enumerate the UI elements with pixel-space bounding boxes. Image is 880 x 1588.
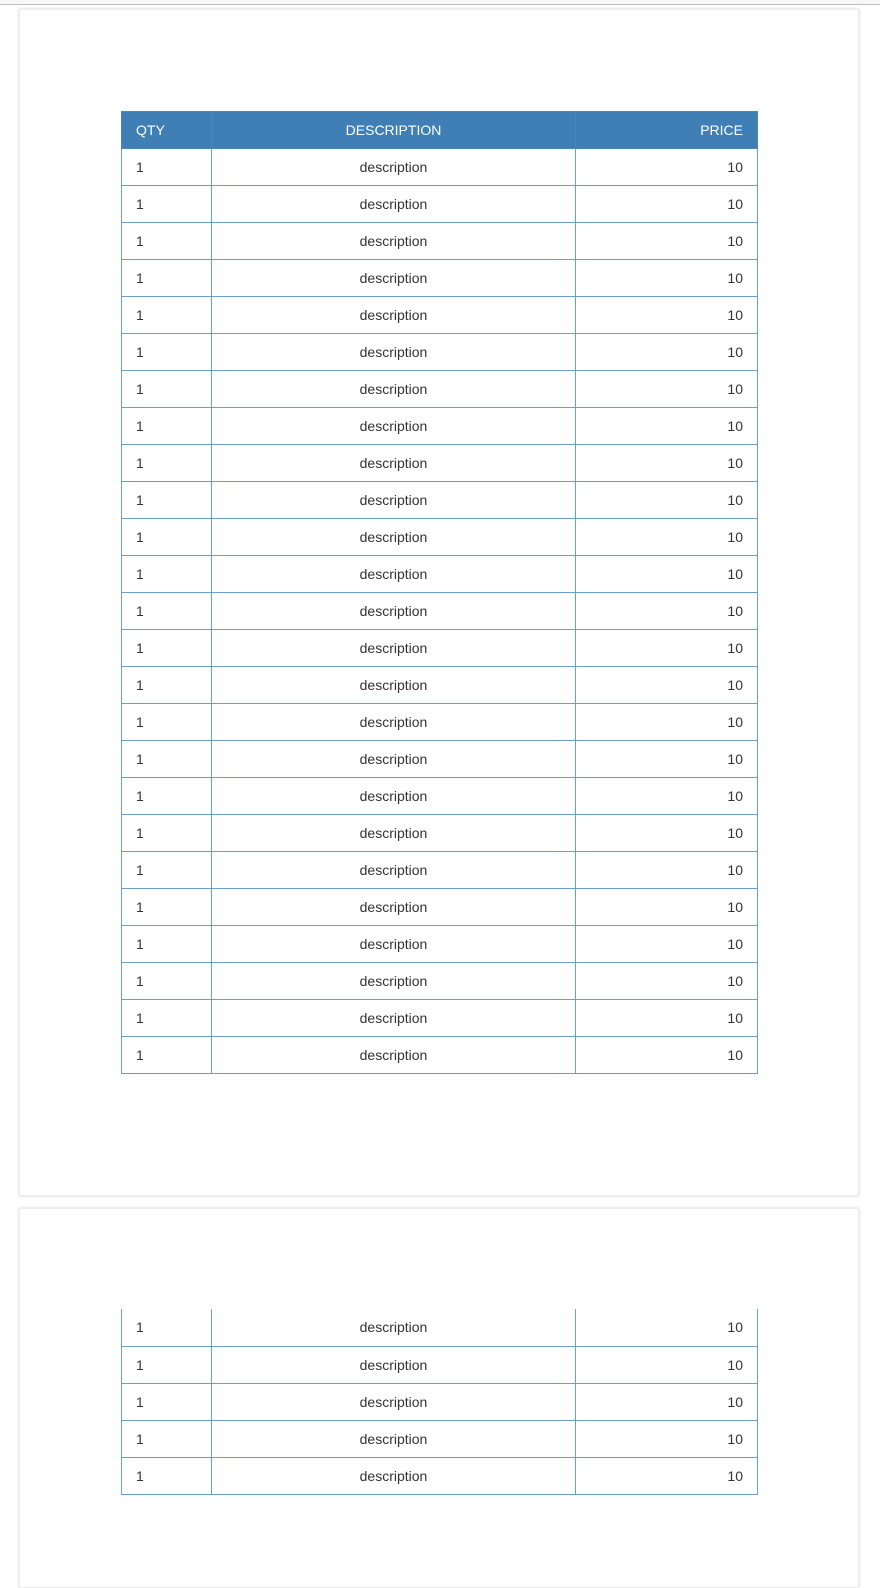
price-cell: 10 [576, 593, 758, 630]
qty-cell: 1 [122, 260, 212, 297]
description-cell: description [212, 1037, 576, 1074]
description-cell: description [212, 963, 576, 1000]
description-cell: description [212, 1309, 576, 1346]
table-body-page-1 [122, 149, 758, 1074]
qty-cell: 1 [122, 889, 212, 926]
qty-cell: 1 [122, 1346, 212, 1383]
description-cell: description [212, 149, 576, 186]
qty-cell: 1 [122, 1000, 212, 1037]
table-row [122, 1000, 758, 1037]
price-cell: 10 [576, 556, 758, 593]
items-table [121, 111, 758, 1074]
price-cell: 10 [576, 815, 758, 852]
qty-cell: 1 [122, 334, 212, 371]
description-cell: description [212, 704, 576, 741]
qty-cell: 1 [122, 297, 212, 334]
price-cell: 10 [576, 371, 758, 408]
qty-cell: 1 [122, 741, 212, 778]
price-cell: 10 [576, 704, 758, 741]
price-cell: 10 [576, 963, 758, 1000]
table-row [122, 815, 758, 852]
description-cell: description [212, 778, 576, 815]
table-row [122, 1037, 758, 1074]
qty-cell: 1 [122, 1457, 212, 1494]
qty-cell: 1 [122, 445, 212, 482]
description-cell: description [212, 852, 576, 889]
price-cell: 10 [576, 1037, 758, 1074]
price-cell: 10 [576, 445, 758, 482]
table-row [122, 1420, 758, 1457]
table-row [122, 963, 758, 1000]
price-cell: 10 [576, 1309, 758, 1346]
description-cell: description [212, 1420, 576, 1457]
table-row [122, 852, 758, 889]
price-cell: 10 [576, 667, 758, 704]
document-page-1 [19, 9, 859, 1196]
table-row [122, 741, 758, 778]
table-row [122, 371, 758, 408]
price-cell: 10 [576, 926, 758, 963]
table-row [122, 704, 758, 741]
price-cell: 10 [576, 778, 758, 815]
price-cell: 10 [576, 1346, 758, 1383]
qty-cell: 1 [122, 519, 212, 556]
table-row [122, 260, 758, 297]
qty-cell: 1 [122, 556, 212, 593]
description-cell: description [212, 815, 576, 852]
table-row [122, 186, 758, 223]
qty-cell: 1 [122, 223, 212, 260]
price-cell: 10 [576, 852, 758, 889]
qty-column-header: QTY [122, 112, 212, 149]
window-top-edge [0, 0, 880, 5]
table-row [122, 408, 758, 445]
qty-cell: 1 [122, 186, 212, 223]
table-row [122, 889, 758, 926]
description-cell: description [212, 667, 576, 704]
description-cell: description [212, 223, 576, 260]
table-row [122, 593, 758, 630]
table-header-row [122, 112, 758, 149]
description-cell: description [212, 1457, 576, 1494]
table-row [122, 667, 758, 704]
table-body-page-2 [122, 1309, 758, 1494]
description-cell: description [212, 741, 576, 778]
table-row [122, 519, 758, 556]
price-cell: 10 [576, 1383, 758, 1420]
description-cell: description [212, 445, 576, 482]
price-column-header: PRICE [576, 112, 758, 149]
table-row [122, 1383, 758, 1420]
price-cell: 10 [576, 482, 758, 519]
price-cell: 10 [576, 1457, 758, 1494]
table-row [122, 1346, 758, 1383]
table-row [122, 1457, 758, 1494]
description-cell: description [212, 519, 576, 556]
price-cell: 10 [576, 519, 758, 556]
table-row [122, 926, 758, 963]
price-cell: 10 [576, 186, 758, 223]
price-cell: 10 [576, 1000, 758, 1037]
qty-cell: 1 [122, 704, 212, 741]
table-row [122, 297, 758, 334]
qty-cell: 1 [122, 371, 212, 408]
description-cell: description [212, 1383, 576, 1420]
description-column-header: DESCRIPTION [212, 112, 576, 149]
qty-cell: 1 [122, 149, 212, 186]
qty-cell: 1 [122, 815, 212, 852]
description-cell: description [212, 630, 576, 667]
description-cell: description [212, 297, 576, 334]
qty-cell: 1 [122, 778, 212, 815]
qty-cell: 1 [122, 926, 212, 963]
items-table-continued [121, 1309, 758, 1495]
qty-cell: 1 [122, 667, 212, 704]
description-cell: description [212, 371, 576, 408]
description-cell: description [212, 334, 576, 371]
qty-cell: 1 [122, 630, 212, 667]
document-page-2 [19, 1208, 859, 1588]
table-row [122, 223, 758, 260]
description-cell: description [212, 889, 576, 926]
price-cell: 10 [576, 408, 758, 445]
qty-cell: 1 [122, 852, 212, 889]
price-cell: 10 [576, 297, 758, 334]
qty-cell: 1 [122, 1309, 212, 1346]
qty-cell: 1 [122, 963, 212, 1000]
table-row [122, 334, 758, 371]
price-cell: 10 [576, 1420, 758, 1457]
qty-cell: 1 [122, 593, 212, 630]
qty-cell: 1 [122, 408, 212, 445]
table-row [122, 778, 758, 815]
price-cell: 10 [576, 334, 758, 371]
price-cell: 10 [576, 889, 758, 926]
qty-cell: 1 [122, 482, 212, 519]
table-row [122, 556, 758, 593]
description-cell: description [212, 186, 576, 223]
description-cell: description [212, 1000, 576, 1037]
description-cell: description [212, 260, 576, 297]
table-row [122, 445, 758, 482]
table-row [122, 482, 758, 519]
description-cell: description [212, 1346, 576, 1383]
price-cell: 10 [576, 630, 758, 667]
table-row [122, 630, 758, 667]
qty-cell: 1 [122, 1420, 212, 1457]
description-cell: description [212, 593, 576, 630]
price-cell: 10 [576, 260, 758, 297]
qty-cell: 1 [122, 1037, 212, 1074]
description-cell: description [212, 926, 576, 963]
description-cell: description [212, 408, 576, 445]
table-row [122, 149, 758, 186]
table-row [122, 1309, 758, 1346]
description-cell: description [212, 556, 576, 593]
qty-cell: 1 [122, 1383, 212, 1420]
price-cell: 10 [576, 223, 758, 260]
price-cell: 10 [576, 149, 758, 186]
description-cell: description [212, 482, 576, 519]
price-cell: 10 [576, 741, 758, 778]
